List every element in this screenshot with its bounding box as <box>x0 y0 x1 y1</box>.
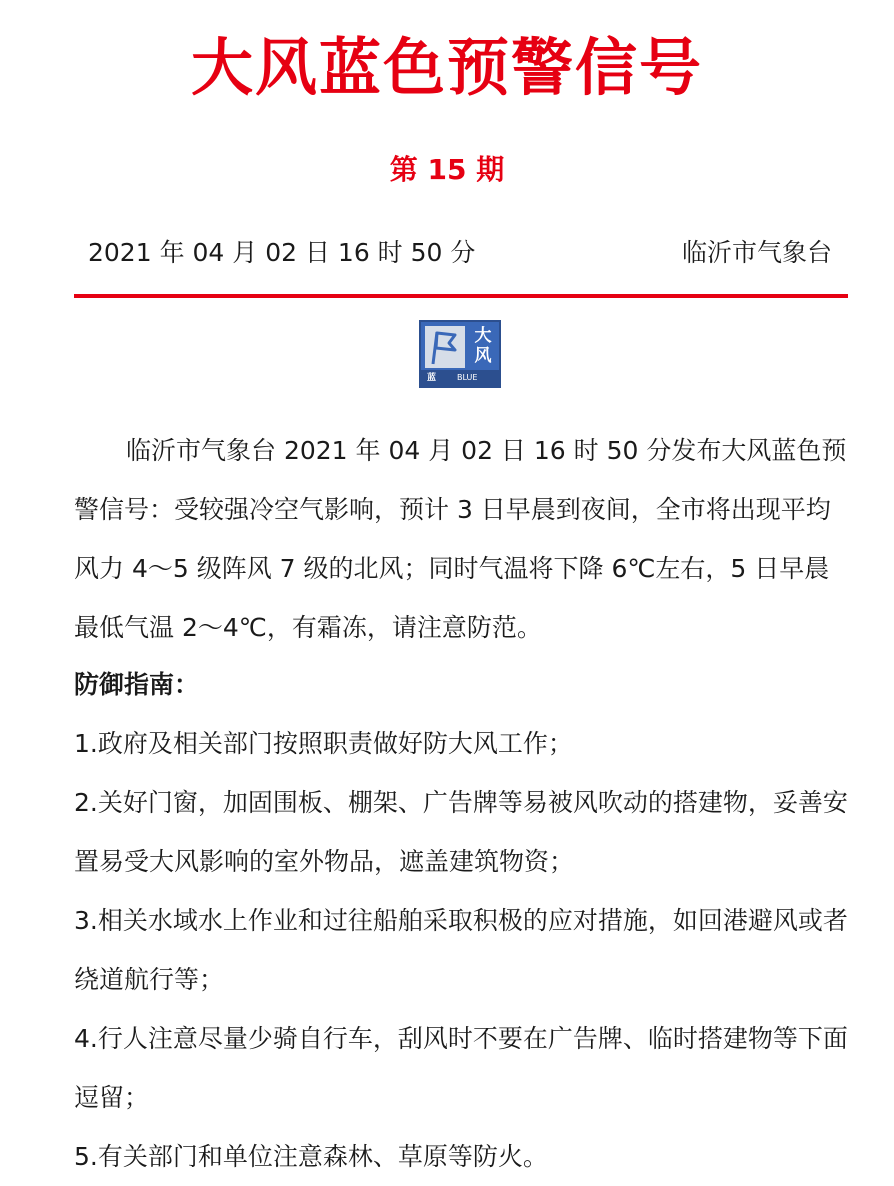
signal-chars-text: 大风 <box>474 326 492 366</box>
list-item: 4.行人注意尽量少骑自行车，刮风时不要在广告牌、临时搭建物等下面逗留； <box>74 1024 848 1112</box>
list-item: 2.关好门窗，加固围板、棚架、广告牌等易被风吹动的搭建物，妥善安置易受大风影响的室外物品，遮盖建筑物资； <box>74 788 848 876</box>
guide-list <box>74 714 850 1186</box>
signal-strip-code: 蓝 <box>427 373 437 383</box>
list-item: 5.有关部门和单位注意森林、草原等防火。 <box>74 1142 548 1171</box>
signal-strip-label: BLUE <box>457 373 478 382</box>
flag-icon <box>425 326 465 368</box>
list-item: 3.相关水域水上作业和过往船舶采取积极的应对措施，如回港避风或者绕道航行等； <box>74 906 848 994</box>
issue-number: 第 15 期 <box>389 153 505 186</box>
page-title: 大风蓝色预警信号 <box>190 31 703 104</box>
intro-paragraph: 临沂市气象台 2021 年 04 月 02 日 16 时 50 分发布大风蓝色预警信号：受较强冷空气影响，预计 3 日早晨到夜间，全市将出现平均风力 4～5 级阵风 7 级的北风；同时气温将下降 6℃左右，5 日早晨最低气温 2～4℃，有霜冻，请注意防范。 <box>74 436 847 642</box>
gale-blue-warning-icon <box>419 320 501 388</box>
red-divider <box>74 294 848 298</box>
issuer: 临沂市气象台 <box>681 238 832 267</box>
signal-chars <box>469 326 497 368</box>
publish-date: 2021 年 04 月 02 日 16 时 50 分 <box>88 238 476 267</box>
guide-heading: 防御指南： <box>74 670 200 699</box>
signal-strip <box>421 370 499 386</box>
list-item: 1.政府及相关部门按照职责做好防大风工作； <box>74 729 573 758</box>
